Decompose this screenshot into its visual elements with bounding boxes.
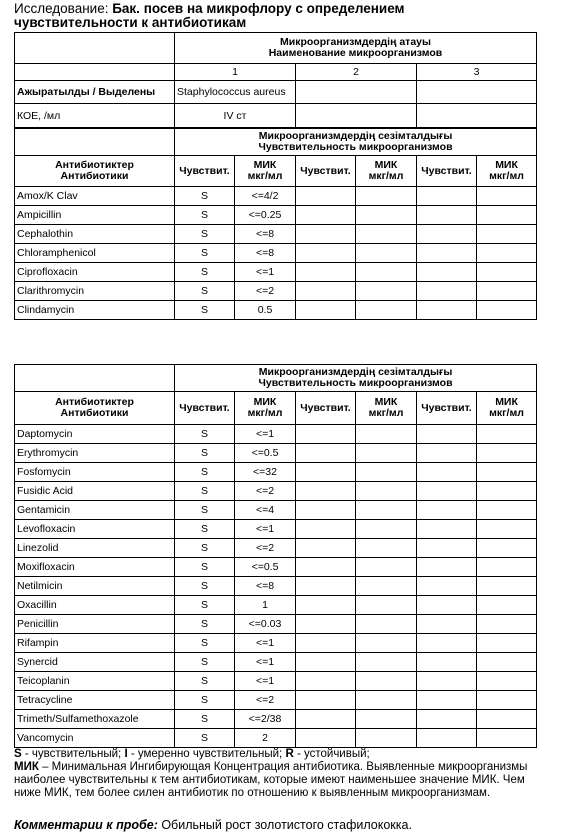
sens-column-header-2-2: Чувствит. bbox=[296, 392, 356, 425]
antibiotic-name: Rifampin bbox=[15, 634, 175, 653]
empty-cell bbox=[477, 263, 537, 282]
sensitivity-value: S bbox=[175, 425, 235, 444]
empty-cell bbox=[296, 577, 356, 596]
mic-value: <=2 bbox=[235, 539, 296, 558]
sensitivity-value: S bbox=[175, 482, 235, 501]
empty-cell bbox=[296, 301, 356, 320]
empty-cell bbox=[296, 634, 356, 653]
empty-cell bbox=[356, 425, 417, 444]
empty-cell bbox=[477, 482, 537, 501]
antibiotic-name: Gentamicin bbox=[15, 501, 175, 520]
empty-cell bbox=[356, 520, 417, 539]
antibiotic-column-header bbox=[15, 156, 175, 187]
mic-value: <=8 bbox=[235, 225, 296, 244]
antibiotic-name: Linezolid bbox=[15, 539, 175, 558]
cfu-value-2 bbox=[296, 104, 417, 128]
sensitivity-value: S bbox=[175, 558, 235, 577]
empty-cell bbox=[477, 729, 537, 748]
empty-cell bbox=[417, 225, 477, 244]
mic-value: <=2/38 bbox=[235, 710, 296, 729]
empty-cell bbox=[477, 653, 537, 672]
sens-header-ru-2: Чувствительность микроорганизмов bbox=[258, 377, 453, 389]
empty-cell bbox=[477, 282, 537, 301]
legend-r-text: - устойчивый; bbox=[293, 748, 370, 760]
empty-cell bbox=[296, 615, 356, 634]
mic-value: <=4/2 bbox=[235, 187, 296, 206]
antibiotic-name: Oxacillin bbox=[15, 596, 175, 615]
empty-cell bbox=[356, 263, 417, 282]
empty-cell bbox=[356, 301, 417, 320]
mic-value: <=0.03 bbox=[235, 615, 296, 634]
table-row bbox=[15, 206, 537, 225]
table-row bbox=[15, 596, 537, 615]
empty-cell bbox=[417, 615, 477, 634]
mic-value: <=1 bbox=[235, 263, 296, 282]
empty-cell bbox=[417, 425, 477, 444]
sens-header-kz: Микроорганизмдердің сезімталдығы bbox=[258, 130, 453, 142]
table-row bbox=[15, 482, 537, 501]
antibiotic-header-ru: Антибиотики bbox=[60, 170, 129, 182]
sensitivity-table-1-body bbox=[15, 187, 537, 320]
empty-cell bbox=[296, 520, 356, 539]
empty-cell bbox=[477, 577, 537, 596]
empty-cell bbox=[477, 301, 537, 320]
sensitivity-value: S bbox=[175, 520, 235, 539]
empty-cell bbox=[477, 501, 537, 520]
antibiotic-name: Fosfomycin bbox=[15, 463, 175, 482]
empty-cell bbox=[296, 463, 356, 482]
empty-cell bbox=[477, 539, 537, 558]
title-label: Исследование: bbox=[14, 1, 113, 16]
table-row bbox=[15, 634, 537, 653]
isolated-value-3 bbox=[417, 81, 537, 104]
empty-cell bbox=[296, 282, 356, 301]
cfu-value-1: IV ст bbox=[175, 104, 296, 128]
mic-value: <=8 bbox=[235, 577, 296, 596]
empty-cell bbox=[356, 558, 417, 577]
table-row bbox=[15, 653, 537, 672]
empty-cell bbox=[296, 263, 356, 282]
sens-header-blank-2 bbox=[15, 365, 175, 392]
mic-value: <=1 bbox=[235, 520, 296, 539]
mic-value: <=0.5 bbox=[235, 558, 296, 577]
empty-cell bbox=[356, 225, 417, 244]
empty-cell bbox=[417, 520, 477, 539]
table-row bbox=[15, 263, 537, 282]
sensitivity-value: S bbox=[175, 577, 235, 596]
legend-s-text: - чувствительный; bbox=[21, 748, 125, 760]
table-row bbox=[15, 577, 537, 596]
empty-cell bbox=[477, 672, 537, 691]
organism-num-3: 3 bbox=[417, 64, 537, 81]
empty-cell bbox=[477, 558, 537, 577]
table-row bbox=[15, 463, 537, 482]
cfu-label: КОЕ, /мл bbox=[15, 104, 175, 128]
mic-value: <=1 bbox=[235, 634, 296, 653]
table-row bbox=[15, 558, 537, 577]
empty-cell bbox=[417, 301, 477, 320]
empty-cell bbox=[356, 577, 417, 596]
empty-cell bbox=[356, 634, 417, 653]
table-row bbox=[15, 301, 537, 320]
sensitivity-value: S bbox=[175, 206, 235, 225]
mic-column-header-1: МИК мкг/мл bbox=[235, 156, 296, 187]
sensitivity-value: S bbox=[175, 263, 235, 282]
page-title bbox=[14, 2, 554, 30]
empty-cell bbox=[477, 187, 537, 206]
empty-cell bbox=[356, 501, 417, 520]
antibiotic-header-kz: Антибиотиктер bbox=[55, 159, 134, 171]
sens-header-kz-2: Микроорганизмдердің сезімталдығы bbox=[258, 366, 453, 378]
empty-cell bbox=[417, 444, 477, 463]
sensitivity-value: S bbox=[175, 444, 235, 463]
empty-cell bbox=[296, 225, 356, 244]
table-row bbox=[15, 444, 537, 463]
mic-value: <=2 bbox=[235, 282, 296, 301]
mic-value: <=4 bbox=[235, 501, 296, 520]
antibiotic-name: Daptomycin bbox=[15, 425, 175, 444]
mic-value: 1 bbox=[235, 596, 296, 615]
comment-label: Комментарии к пробе: bbox=[14, 818, 158, 832]
empty-cell bbox=[417, 482, 477, 501]
sensitivity-value: S bbox=[175, 672, 235, 691]
antibiotic-name: Erythromycin bbox=[15, 444, 175, 463]
antibiotic-name: Moxifloxacin bbox=[15, 558, 175, 577]
sensitivity-value: S bbox=[175, 244, 235, 263]
mic-column-header-2-1: МИК мкг/мл bbox=[235, 392, 296, 425]
cfu-value-3 bbox=[417, 104, 537, 128]
organisms-header bbox=[175, 33, 537, 64]
empty-cell bbox=[296, 206, 356, 225]
empty-cell bbox=[417, 558, 477, 577]
mic-value: <=8 bbox=[235, 244, 296, 263]
empty-cell bbox=[296, 729, 356, 748]
empty-cell bbox=[417, 501, 477, 520]
sensitivity-value: S bbox=[175, 539, 235, 558]
empty-cell bbox=[477, 206, 537, 225]
empty-cell bbox=[417, 577, 477, 596]
antibiotic-name: Fusidic Acid bbox=[15, 482, 175, 501]
empty-cell bbox=[477, 691, 537, 710]
sens-header-2 bbox=[175, 365, 537, 392]
antibiotic-header-ru-2: Антибиотики bbox=[60, 407, 129, 419]
sensitivity-value: S bbox=[175, 596, 235, 615]
antibiotic-name: Synercid bbox=[15, 653, 175, 672]
isolated-value-1: Staphylococcus aureus bbox=[175, 81, 296, 104]
isolated-label: Ажыратылды / Выделены bbox=[15, 81, 175, 104]
antibiotic-name: Cephalothin bbox=[15, 225, 175, 244]
isolated-value-2 bbox=[296, 81, 417, 104]
empty-cell bbox=[417, 672, 477, 691]
mic-value: <=2 bbox=[235, 691, 296, 710]
sensitivity-value: S bbox=[175, 463, 235, 482]
mic-value: <=1 bbox=[235, 653, 296, 672]
sample-comment bbox=[14, 818, 559, 832]
empty-cell bbox=[477, 444, 537, 463]
table-row bbox=[15, 615, 537, 634]
empty-cell bbox=[417, 539, 477, 558]
empty-cell bbox=[477, 225, 537, 244]
antibiotic-name: Trimeth/Sulfamethoxazole bbox=[15, 710, 175, 729]
mic-column-header-2-3: МИК мкг/мл bbox=[477, 392, 537, 425]
legend-r-key: R bbox=[285, 748, 294, 760]
empty-cell bbox=[296, 425, 356, 444]
sensitivity-value: S bbox=[175, 225, 235, 244]
antibiotic-name: Clarithromycin bbox=[15, 282, 175, 301]
organisms-table bbox=[14, 32, 537, 128]
empty-cell bbox=[417, 634, 477, 653]
empty-cell bbox=[296, 482, 356, 501]
empty-cell bbox=[477, 244, 537, 263]
empty-cell bbox=[417, 710, 477, 729]
empty-cell bbox=[356, 691, 417, 710]
table-row bbox=[15, 282, 537, 301]
sensitivity-value: S bbox=[175, 615, 235, 634]
table-row bbox=[15, 225, 537, 244]
mic-value: <=1 bbox=[235, 672, 296, 691]
empty-cell bbox=[356, 444, 417, 463]
empty-cell bbox=[477, 520, 537, 539]
antibiotic-name: Tetracycline bbox=[15, 691, 175, 710]
sensitivity-table-2-body bbox=[15, 425, 537, 748]
antibiotic-name: Penicillin bbox=[15, 615, 175, 634]
empty-cell bbox=[296, 653, 356, 672]
empty-cell bbox=[296, 539, 356, 558]
sensitivity-value: S bbox=[175, 653, 235, 672]
sensitivity-value: S bbox=[175, 634, 235, 653]
sens-column-header-2-1: Чувствит. bbox=[175, 392, 235, 425]
mic-value: <=32 bbox=[235, 463, 296, 482]
empty-cell bbox=[296, 596, 356, 615]
sensitivity-value: S bbox=[175, 729, 235, 748]
empty-cell bbox=[356, 653, 417, 672]
sens-header bbox=[175, 129, 537, 156]
antibiotic-column-header-2 bbox=[15, 392, 175, 425]
mic-column-header-3: МИК мкг/мл bbox=[477, 156, 537, 187]
antibiotic-name: Teicoplanin bbox=[15, 672, 175, 691]
legend-line-1 bbox=[14, 748, 554, 761]
legend-line-2 bbox=[14, 761, 554, 800]
antibiotic-name: Levofloxacin bbox=[15, 520, 175, 539]
empty-cell bbox=[356, 463, 417, 482]
antibiotic-name: Amox/K Clav bbox=[15, 187, 175, 206]
mic-value: <=1 bbox=[235, 425, 296, 444]
sensitivity-value: S bbox=[175, 187, 235, 206]
sens-column-header-1: Чувствит. bbox=[175, 156, 235, 187]
legend-s-key: S bbox=[14, 748, 22, 760]
empty-cell bbox=[356, 615, 417, 634]
empty-cell bbox=[356, 672, 417, 691]
table-row bbox=[15, 729, 537, 748]
table-row bbox=[15, 710, 537, 729]
table-row bbox=[15, 501, 537, 520]
organism-num-1: 1 bbox=[175, 64, 296, 81]
empty-cell bbox=[477, 425, 537, 444]
table-row bbox=[15, 691, 537, 710]
empty-cell bbox=[417, 653, 477, 672]
table-row bbox=[15, 520, 537, 539]
empty-cell bbox=[296, 187, 356, 206]
empty-cell bbox=[356, 244, 417, 263]
legend bbox=[14, 748, 554, 800]
sensitivity-value: S bbox=[175, 691, 235, 710]
empty-cell bbox=[356, 282, 417, 301]
empty-cell bbox=[477, 615, 537, 634]
table-row bbox=[15, 539, 537, 558]
sensitivity-value: S bbox=[175, 282, 235, 301]
table-row bbox=[15, 425, 537, 444]
table-row bbox=[15, 187, 537, 206]
legend-i-key: I bbox=[124, 748, 128, 760]
empty-cell bbox=[356, 206, 417, 225]
antibiotic-name: Chloramphenicol bbox=[15, 244, 175, 263]
empty-cell bbox=[417, 729, 477, 748]
organisms-header-blank bbox=[15, 33, 175, 64]
empty-cell bbox=[417, 463, 477, 482]
empty-cell bbox=[417, 691, 477, 710]
empty-cell bbox=[356, 187, 417, 206]
legend-mic-text: – Минимальная Ингибирующая Концентрация антибиотика. Выявленные микроорганизмы наиболее чувствительны к тем антибиотикам, которые имеют наименьшее значение МИК. Чем ниже МИК, тем более силен антибиотик по отношению к выявленным микроорганизмам. bbox=[14, 761, 528, 799]
legend-mic-key: МИК bbox=[14, 761, 39, 773]
empty-cell bbox=[417, 282, 477, 301]
empty-cell bbox=[296, 672, 356, 691]
empty-cell bbox=[417, 596, 477, 615]
sens-header-ru: Чувствительность микроорганизмов bbox=[258, 141, 453, 153]
empty-cell bbox=[296, 244, 356, 263]
empty-cell bbox=[356, 596, 417, 615]
empty-cell bbox=[477, 634, 537, 653]
antibiotic-name: Ampicillin bbox=[15, 206, 175, 225]
sensitivity-table-1 bbox=[14, 128, 537, 320]
organism-num-2: 2 bbox=[296, 64, 417, 81]
mic-column-header-2: МИК мкг/мл bbox=[356, 156, 417, 187]
empty-cell bbox=[477, 463, 537, 482]
mic-value: 0.5 bbox=[235, 301, 296, 320]
antibiotic-name: Netilmicin bbox=[15, 577, 175, 596]
sensitivity-table-2 bbox=[14, 364, 537, 748]
empty-cell bbox=[356, 729, 417, 748]
empty-cell bbox=[417, 206, 477, 225]
empty-cell bbox=[356, 482, 417, 501]
antibiotic-name: Ciprofloxacin bbox=[15, 263, 175, 282]
empty-cell bbox=[296, 501, 356, 520]
sens-column-header-2-3: Чувствит. bbox=[417, 392, 477, 425]
empty-cell bbox=[417, 263, 477, 282]
sens-column-header-3: Чувствит. bbox=[417, 156, 477, 187]
organisms-header-kz: Микроорганизмдердің атауы bbox=[280, 36, 431, 48]
empty-cell bbox=[296, 710, 356, 729]
title-value-line1: Бак. посев на микрофлору с определением bbox=[112, 1, 405, 16]
table-row bbox=[15, 672, 537, 691]
empty-cell bbox=[477, 710, 537, 729]
sensitivity-value: S bbox=[175, 501, 235, 520]
title-value-line2: чувствительности к антибиотикам bbox=[14, 15, 247, 30]
organisms-num-blank bbox=[15, 64, 175, 81]
empty-cell bbox=[296, 558, 356, 577]
empty-cell bbox=[296, 444, 356, 463]
mic-value: <=0.25 bbox=[235, 206, 296, 225]
empty-cell bbox=[417, 244, 477, 263]
mic-value: 2 bbox=[235, 729, 296, 748]
sensitivity-value: S bbox=[175, 710, 235, 729]
empty-cell bbox=[296, 691, 356, 710]
empty-cell bbox=[417, 187, 477, 206]
mic-value: <=2 bbox=[235, 482, 296, 501]
legend-i-text: - умеренно чувствительный; bbox=[127, 748, 286, 760]
empty-cell bbox=[477, 596, 537, 615]
sens-column-header-2: Чувствит. bbox=[296, 156, 356, 187]
table-row bbox=[15, 244, 537, 263]
antibiotic-header-kz-2: Антибиотиктер bbox=[55, 396, 134, 408]
mic-value: <=0.5 bbox=[235, 444, 296, 463]
antibiotic-name: Clindamycin bbox=[15, 301, 175, 320]
sensitivity-value: S bbox=[175, 301, 235, 320]
antibiotic-name: Vancomycin bbox=[15, 729, 175, 748]
comment-text: Обильный рост золотистого стафилококка. bbox=[157, 818, 412, 832]
empty-cell bbox=[356, 710, 417, 729]
sens-header-blank bbox=[15, 129, 175, 156]
mic-column-header-2-2: МИК мкг/мл bbox=[356, 392, 417, 425]
empty-cell bbox=[356, 539, 417, 558]
organisms-header-ru: Наименование микроорганизмов bbox=[268, 47, 443, 59]
